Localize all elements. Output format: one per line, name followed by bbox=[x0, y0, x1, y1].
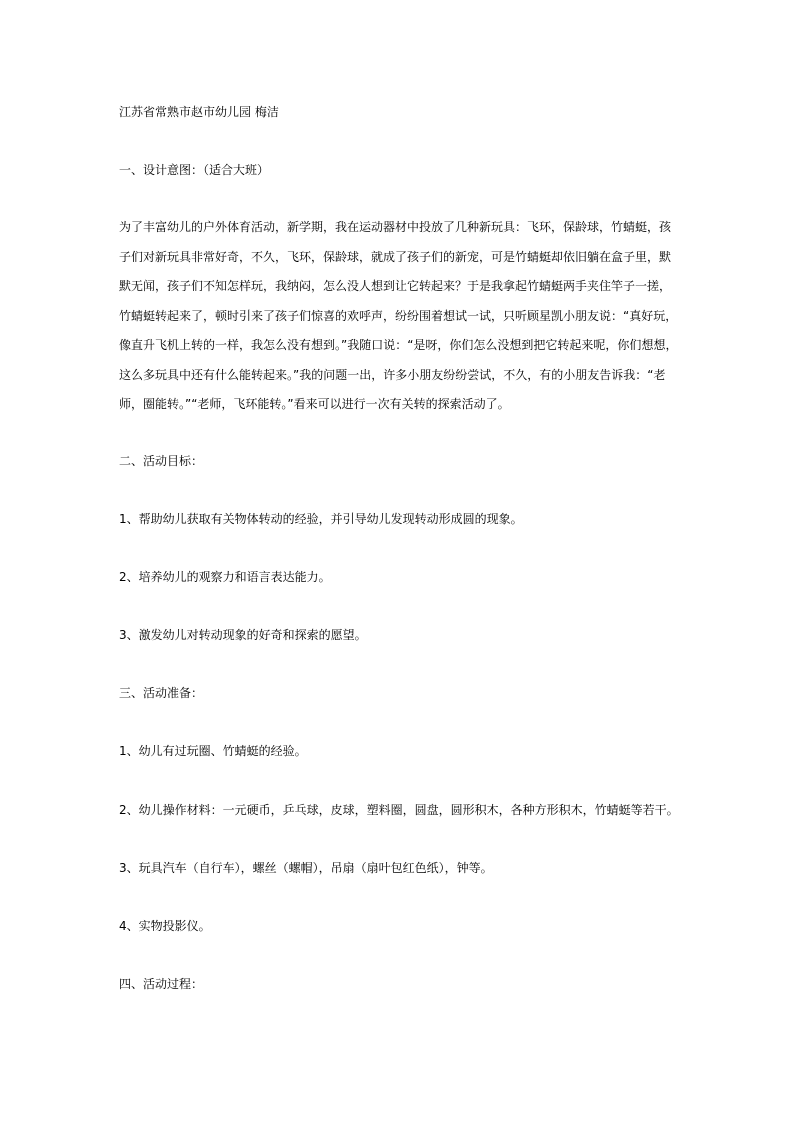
author-line: 江苏省常熟市赵市幼儿园 梅洁 bbox=[119, 105, 279, 119]
section-heading-goals: 二、活动目标： bbox=[119, 454, 204, 468]
preparation-item: 4、实物投影仪。 bbox=[119, 919, 211, 933]
section-heading-preparation: 三、活动准备： bbox=[119, 686, 204, 700]
goal-item: 2、培养幼儿的观察力和语言表达能力。 bbox=[119, 570, 331, 584]
section-heading-process: 四、活动过程： bbox=[119, 977, 204, 991]
goal-item: 3、激发幼儿对转动现象的好奇和探索的愿望。 bbox=[119, 628, 367, 642]
paragraph-line: 像直升飞机上转的一样，我怎么没有想到。”我随口说：“是呀，你们怎么没想到把它转起来呢，你们想想， bbox=[119, 338, 678, 352]
goal-item: 1、帮助幼儿获取有关物体转动的经验，并引导幼儿发现转动形成圆的现象。 bbox=[119, 512, 523, 526]
preparation-item: 3、玩具汽车（自行车），螺丝（螺帽），吊扇（扇叶包红色纸），钟等。 bbox=[119, 861, 493, 875]
paragraph-line: 子们对新玩具非常好奇，不久，飞环，保龄球，就成了孩子们的新宠，可是竹蜻蜓却依旧躺在盒子里，默 bbox=[119, 249, 672, 264]
design-intent-paragraph bbox=[119, 213, 679, 420]
section-heading-design-intent: 一、设计意图：（适合大班） bbox=[119, 163, 270, 177]
paragraph-line: 师，圈能转。”“老师，飞环能转。”看来可以进行一次有关转的探索活动了。 bbox=[119, 397, 510, 411]
preparation-item: 2、幼儿操作材料：一元硬币，乒乓球，皮球，塑料圈，圆盘，圆形积木，各种方形积木，竹蜻蜓等若干。 bbox=[119, 803, 679, 817]
preparation-item: 1、幼儿有过玩圈、竹蜻蜓的经验。 bbox=[119, 744, 307, 758]
paragraph-line: 这么多玩具中还有什么能转起来。”我的问题一出，许多小朋友纷纷尝试，不久，有的小朋友告诉我：“老 bbox=[119, 367, 666, 382]
paragraph-line: 默无闻，孩子们不知怎样玩，我纳闷，怎么没人想到让它转起来？于是我拿起竹蜻蜓两手夹住竿子一搓， bbox=[119, 279, 672, 293]
paragraph-line: 为了丰富幼儿的户外体育活动，新学期，我在运动器材中投放了几种新玩具：飞环，保龄球，竹蜻蜓，孩 bbox=[119, 220, 672, 234]
paragraph-line: 竹蜻蜓转起来了，顿时引来了孩子们惊喜的欢呼声，纷纷围着想试一试，只听顾星凯小朋友说：“真好玩， bbox=[119, 308, 678, 323]
